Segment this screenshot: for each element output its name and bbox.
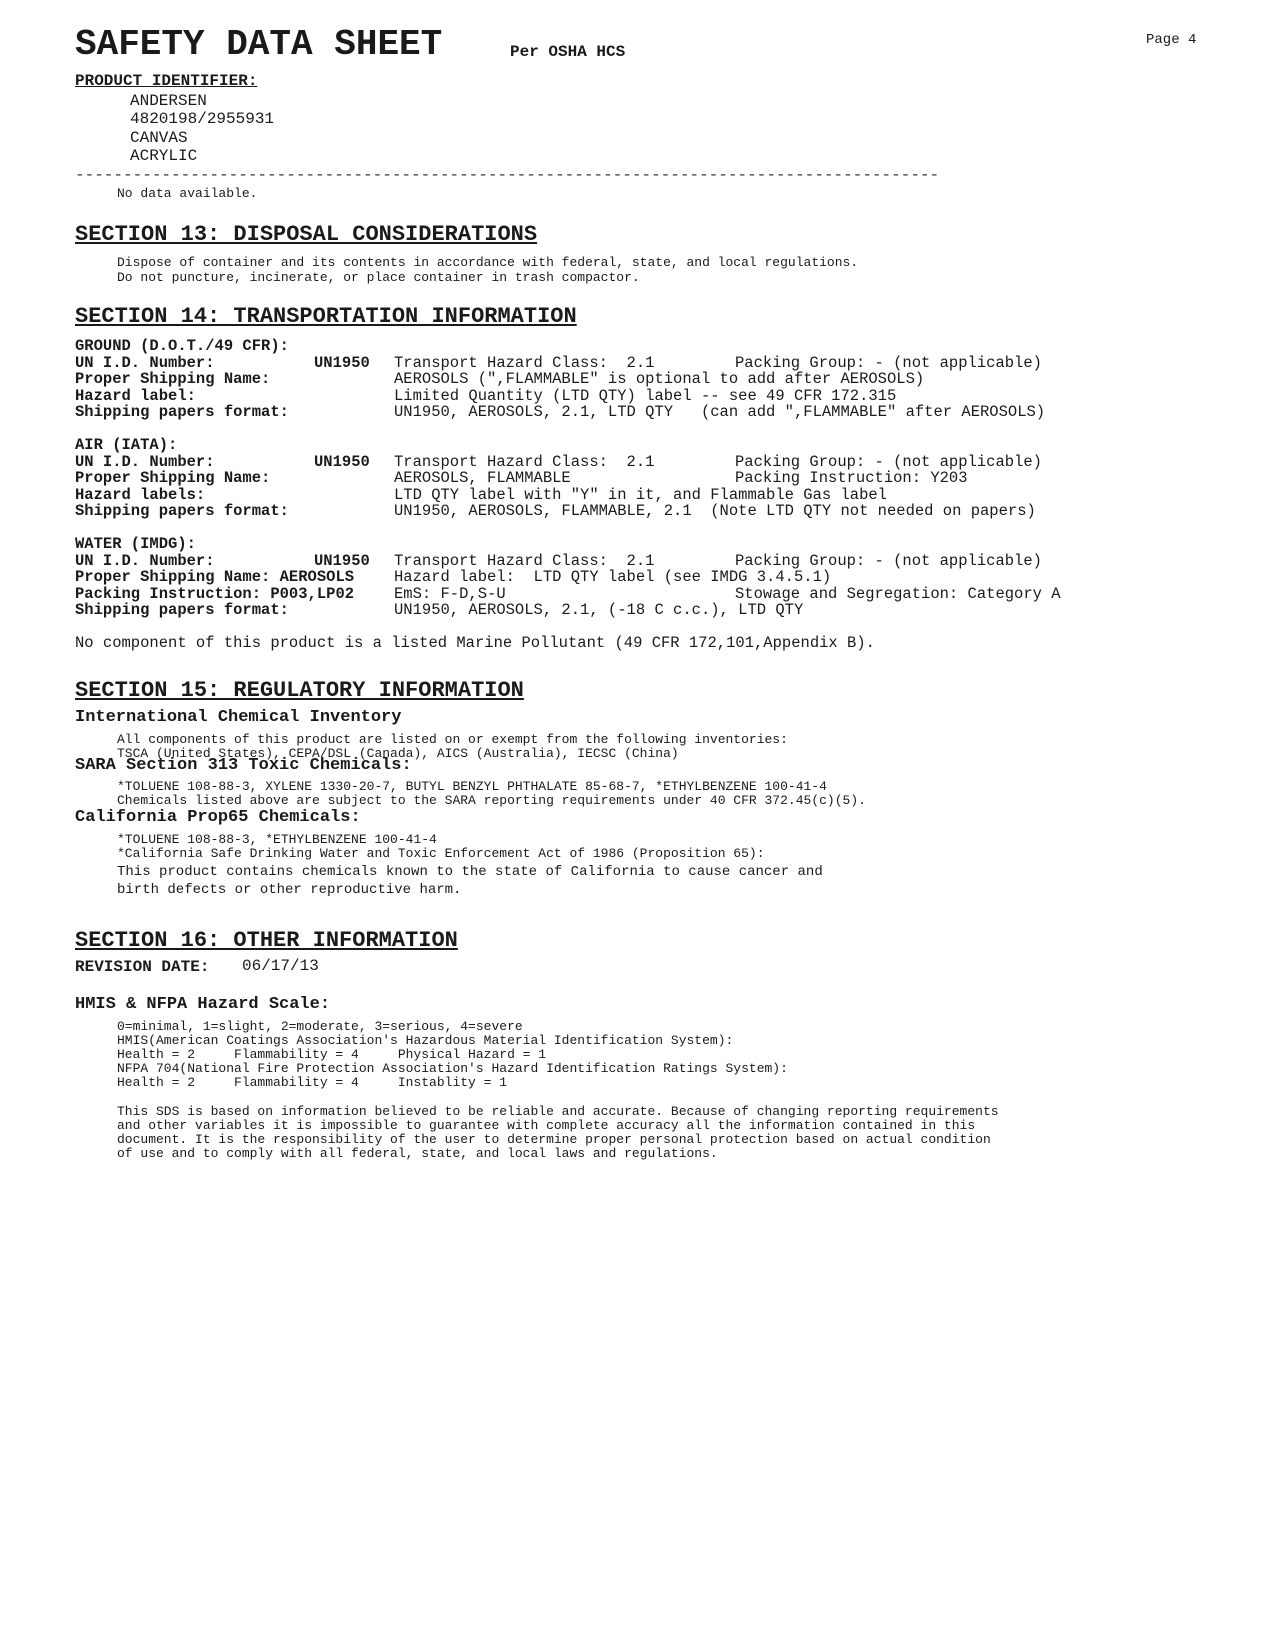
- prop65-line-3: This product contains chemicals known to the state of California to cause cancer and: [117, 864, 823, 880]
- product-line-1: ANDERSEN: [130, 92, 207, 110]
- ground-hazard-label-label: Hazard label:: [75, 387, 196, 405]
- water-hazard-label: Hazard label: LTD QTY label (see IMDG 3.4.5.1): [394, 568, 832, 586]
- sara-line-1: *TOLUENE 108-88-3, XYLENE 1330-20-7, BUTYL BENZYL PHTHALATE 85-68-7, *ETHYLBENZENE 100-41-4: [117, 779, 827, 794]
- ground-papers-value: UN1950, AEROSOLS, 2.1, LTD QTY (can add ",FLAMMABLE" after AEROSOLS): [394, 403, 1046, 421]
- product-identifier-label: PRODUCT IDENTIFIER:: [75, 72, 258, 90]
- air-un-label: UN I.D. Number:: [75, 453, 215, 471]
- disclaimer-line-1: This SDS is based on information believed to be reliable and accurate. Because of changing reporting requirements: [117, 1104, 999, 1119]
- air-packing-group: Packing Group: - (not applicable): [735, 453, 1042, 471]
- air-hazard-labels-value: LTD QTY label with "Y" in it, and Flammable Gas label: [394, 486, 887, 504]
- ground-hazard-class: Transport Hazard Class: 2.1: [394, 354, 655, 372]
- ground-hazard-label-value: Limited Quantity (LTD QTY) label -- see 49 CFR 172.315: [394, 387, 897, 405]
- water-papers-value: UN1950, AEROSOLS, 2.1, (-18 C c.c.), LTD QTY: [394, 601, 804, 619]
- ground-heading: GROUND (D.O.T./49 CFR):: [75, 337, 289, 355]
- ground-psn-value: AEROSOLS (",FLAMMABLE" is optional to add after AEROSOLS): [394, 370, 925, 388]
- section-15-title: SECTION 15: REGULATORY INFORMATION: [75, 678, 524, 703]
- document-subtitle: Per OSHA HCS: [510, 43, 626, 61]
- section-13-title: SECTION 13: DISPOSAL CONSIDERATIONS: [75, 222, 538, 247]
- ground-psn-label: Proper Shipping Name:: [75, 370, 271, 388]
- s13-line-2: Do not puncture, incinerate, or place container in trash compactor.: [117, 270, 640, 285]
- revision-date-label: REVISION DATE:: [75, 958, 210, 976]
- section-14-title: SECTION 14: TRANSPORTATION INFORMATION: [75, 304, 577, 329]
- ici-line-1: All components of this product are listed on or exempt from the following inventories:: [117, 732, 788, 747]
- air-hazard-class: Transport Hazard Class: 2.1: [394, 453, 655, 471]
- dashed-divider: ------------------------------------------------------------------------------------------: [75, 166, 940, 184]
- ground-un-value: UN1950: [314, 354, 370, 372]
- marine-pollutant-note: No component of this product is a listed Marine Pollutant (49 CFR 172,101,Appendix B).: [75, 634, 875, 652]
- hmis-line-5: Health = 2 Flammability = 4 Instablity = 1: [117, 1075, 508, 1090]
- revision-date-value: 06/17/13: [242, 957, 319, 975]
- water-heading: WATER (IMDG):: [75, 535, 196, 553]
- air-un-value: UN1950: [314, 453, 370, 471]
- prop65-line-2: *California Safe Drinking Water and Toxic Enforcement Act of 1986 (Proposition 65):: [117, 846, 765, 861]
- prop65-heading: California Prop65 Chemicals:: [75, 808, 361, 827]
- ground-packing-group: Packing Group: - (not applicable): [735, 354, 1042, 372]
- prop65-line-1: *TOLUENE 108-88-3, *ETHYLBENZENE 100-41-4: [117, 832, 437, 847]
- air-hazard-labels-label: Hazard labels:: [75, 486, 206, 504]
- water-packing-instruction-label: Packing Instruction: P003,LP02: [75, 585, 355, 603]
- air-psn-value: AEROSOLS, FLAMMABLE: [394, 469, 571, 487]
- hmis-line-1: 0=minimal, 1=slight, 2=moderate, 3=serious, 4=severe: [117, 1019, 523, 1034]
- water-packing-group: Packing Group: - (not applicable): [735, 552, 1042, 570]
- water-psn-label: Proper Shipping Name: AEROSOLS: [75, 568, 355, 586]
- document-title: SAFETY DATA SHEET: [75, 24, 443, 65]
- ground-un-label: UN I.D. Number:: [75, 354, 215, 372]
- section-16-title: SECTION 16: OTHER INFORMATION: [75, 928, 458, 953]
- air-psn-label: Proper Shipping Name:: [75, 469, 271, 487]
- air-heading: AIR (IATA):: [75, 436, 178, 454]
- prop65-line-4: birth defects or other reproductive harm.: [117, 882, 462, 898]
- air-papers-label: Shipping papers format:: [75, 502, 289, 520]
- water-un-value: UN1950: [314, 552, 370, 570]
- water-papers-label: Shipping papers format:: [75, 601, 289, 619]
- ici-line-2: TSCA (United States), CEPA/DSL (Canada), AICS (Australia), IECSC (China): [117, 746, 679, 761]
- product-line-4: ACRYLIC: [130, 147, 198, 165]
- air-papers-value: UN1950, AEROSOLS, FLAMMABLE, 2.1 (Note LTD QTY not needed on papers): [394, 502, 1036, 520]
- disclaimer-line-4: of use and to comply with all federal, state, and local laws and regulations.: [117, 1146, 718, 1161]
- sara-heading: SARA Section 313 Toxic Chemicals:: [75, 756, 412, 775]
- no-data-note: No data available.: [117, 186, 258, 201]
- disclaimer-line-2: and other variables it is impossible to guarantee with complete accuracy all the information contained in this: [117, 1118, 976, 1133]
- water-un-label: UN I.D. Number:: [75, 552, 215, 570]
- s13-line-1: Dispose of container and its contents in accordance with federal, state, and local regulations.: [117, 255, 859, 270]
- water-stowage: Stowage and Segregation: Category A: [735, 585, 1061, 603]
- page-number: Page 4: [1146, 32, 1197, 48]
- disclaimer-line-3: document. It is the responsibility of the user to determine proper personal protection based on actual condition: [117, 1132, 991, 1147]
- product-line-3: CANVAS: [130, 129, 188, 147]
- water-hazard-class: Transport Hazard Class: 2.1: [394, 552, 655, 570]
- hmis-line-2: HMIS(American Coatings Association's Hazardous Material Identification System):: [117, 1033, 734, 1048]
- water-ems: EmS: F-D,S-U: [394, 585, 506, 603]
- product-line-2: 4820198/2955931: [130, 110, 275, 128]
- hmis-heading: HMIS & NFPA Hazard Scale:: [75, 995, 331, 1014]
- air-packing-instruction: Packing Instruction: Y203: [735, 469, 968, 487]
- sara-line-2: Chemicals listed above are subject to the SARA reporting requirements under 40 CFR 372.45(c)(5).: [117, 793, 866, 808]
- hmis-line-4: NFPA 704(National Fire Protection Association's Hazard Identification Ratings System):: [117, 1061, 788, 1076]
- ground-papers-label: Shipping papers format:: [75, 403, 289, 421]
- hmis-line-3: Health = 2 Flammability = 4 Physical Hazard = 1: [117, 1047, 547, 1062]
- ici-heading: International Chemical Inventory: [75, 708, 402, 727]
